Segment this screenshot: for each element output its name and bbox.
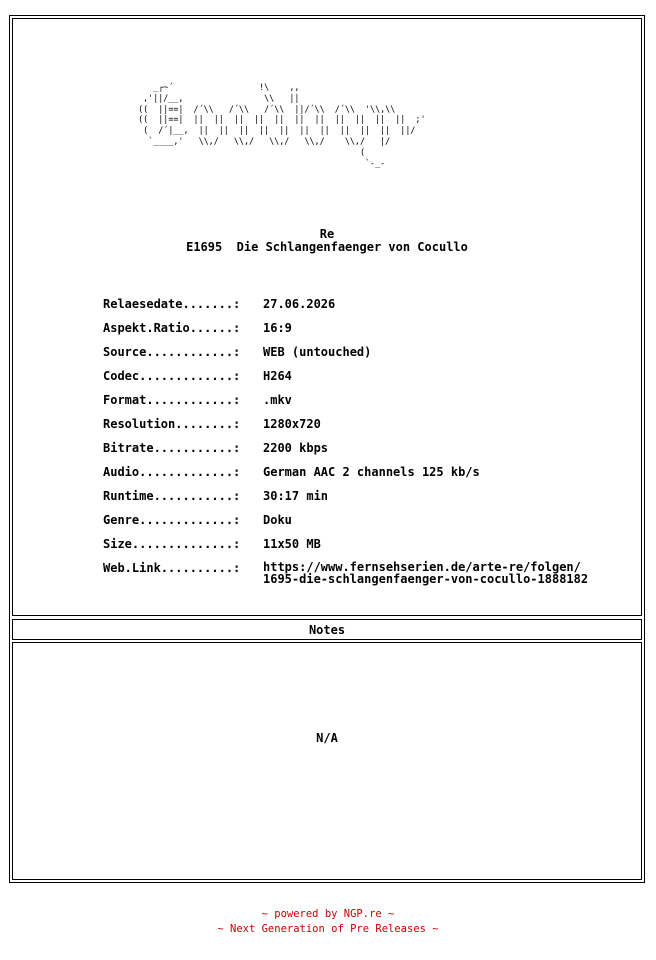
info-value: .mkv (263, 393, 292, 407)
info-row-releasedate (103, 297, 643, 321)
info-value: H264 (263, 369, 292, 383)
info-value: Doku (263, 513, 292, 527)
notes-text: N/A (316, 731, 338, 745)
episode-title: E1695 Die Schlangenfaenger von Cocullo (186, 240, 468, 254)
info-row-size (103, 537, 643, 561)
show-name: Re (319, 227, 335, 241)
info-row-bitrate (103, 441, 643, 465)
info-key: Aspekt.Ratio......: (103, 321, 241, 335)
notes-title: Notes (308, 623, 346, 637)
info-key: Runtime...........: (103, 489, 241, 503)
info-row-aspect-ratio (103, 321, 643, 345)
footer-tagline: ~ Next Generation of Pre Releases ~ (217, 923, 439, 935)
info-key: Format............: (103, 393, 241, 407)
info-value: 1280x720 (263, 417, 321, 431)
info-key: Web.Link..........: (103, 561, 241, 575)
info-row-weblink (103, 561, 643, 591)
info-key: Source............: (103, 345, 241, 359)
info-key: Resolution........: (103, 417, 241, 431)
info-value: WEB (untouched) (263, 345, 372, 359)
info-row-genre (103, 513, 643, 537)
weblink-line-1[interactable]: https://www.fernsehserien.de/arte-re/folgen/ (263, 560, 581, 574)
info-value: 2200 kbps (263, 441, 329, 455)
info-value: German AAC 2 channels 125 kb/s (263, 465, 480, 479)
info-key: Relaesedate.......: (103, 297, 241, 311)
info-key: Bitrate...........: (103, 441, 241, 455)
info-key: Genre.............: (103, 513, 241, 527)
weblink-line-2[interactable]: 1695-die-schlangenfaenger-von-cocullo-1888182 (263, 572, 589, 586)
ascii-logo (128, 82, 548, 197)
info-value: 11x50 MB (263, 537, 321, 551)
ascii-logo-art: _┌~´ !\ ,, ,'||/__, \\ || (( ||==| /´\\ /´\\ /´\\ ||/´\\ /´\\ '\\,\\ (( ||==| || || || || || || || || || || || ;' ( /´|__, || || || || || || || || || || ||/ `____,' \\,/ \\,/ \\,/ \\,/ \\,/ |/ ( `-_- (138, 82, 426, 168)
weblink-value[interactable] (263, 561, 588, 585)
info-row-audio (103, 465, 643, 489)
notes-header-panel (12, 619, 642, 640)
info-value: 27.06.2026 (263, 297, 336, 311)
notes-body-panel (12, 642, 642, 880)
info-value: 30:17 min (263, 489, 329, 503)
info-row-codec (103, 369, 643, 393)
release-info-list (103, 297, 643, 591)
info-row-runtime (103, 489, 643, 513)
footer-powered-by: ~ powered by NGP.re ~ (261, 908, 395, 920)
info-row-resolution (103, 417, 643, 441)
info-row-format (103, 393, 643, 417)
info-key: Codec.............: (103, 369, 241, 383)
info-key: Size..............: (103, 537, 241, 551)
info-key: Audio.............: (103, 465, 241, 479)
info-value: 16:9 (263, 321, 292, 335)
info-row-source (103, 345, 643, 369)
